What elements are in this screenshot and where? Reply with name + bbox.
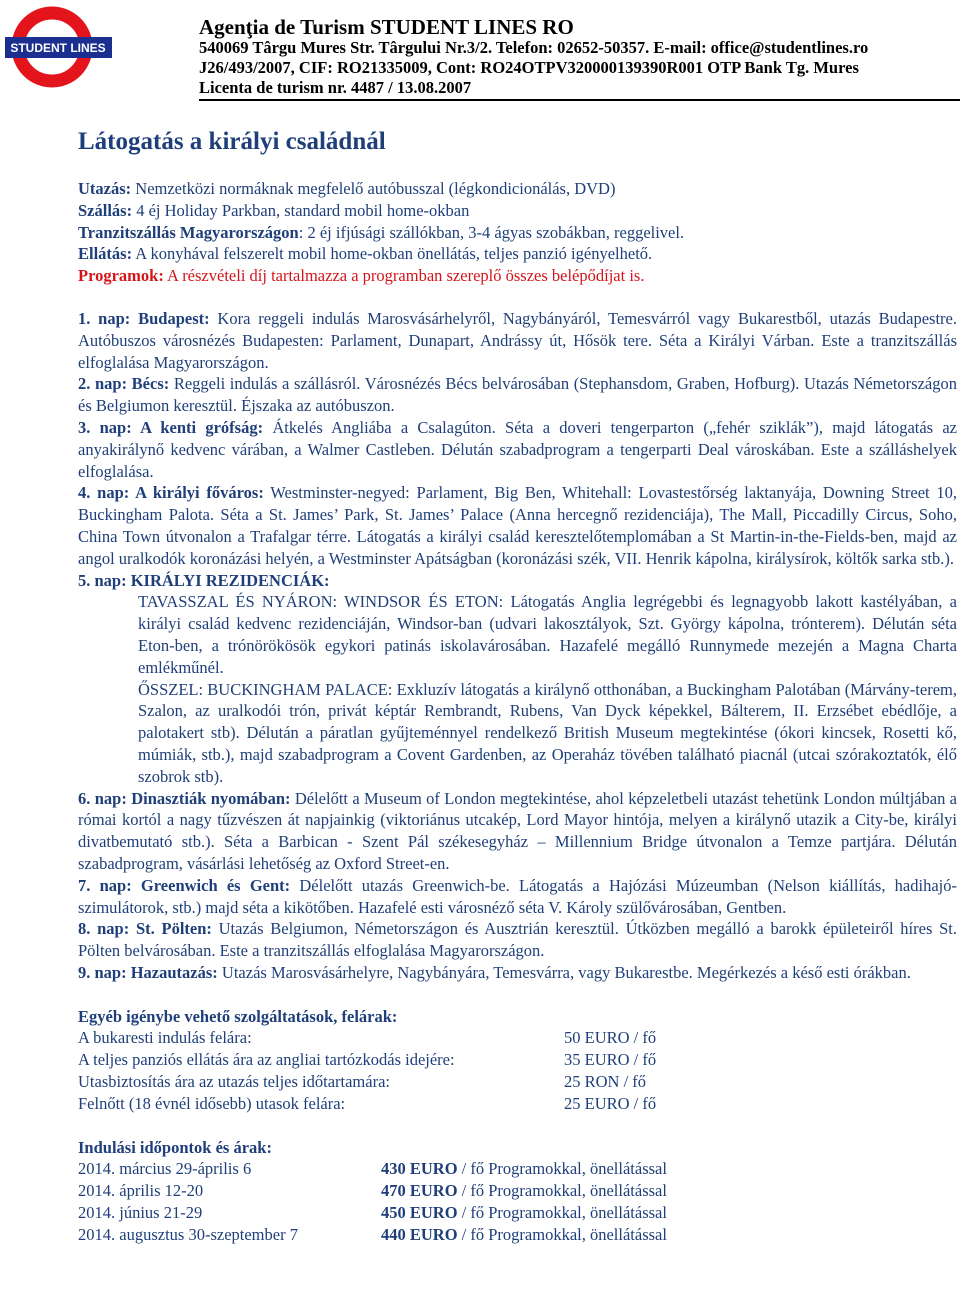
agency-registration: J26/493/2007, CIF: RO21335009, Cont: RO24OTPV320000139390R001 OTP Bank Tg. Mures (199, 58, 859, 77)
departures-heading: Indulási időpontok és árak: (78, 1137, 272, 1157)
info-label: Programok: (78, 266, 164, 286)
service-row (78, 1093, 957, 1115)
day-label: 2. nap: Bécs: (78, 374, 170, 394)
day-2 (78, 373, 957, 417)
info-transit (78, 222, 957, 244)
service-label: Utasbiztosítás ára az utazás teljes időtartamára: (78, 1072, 390, 1092)
residences-options (78, 591, 957, 787)
day-label: 4. nap: A királyi főváros: (78, 483, 264, 503)
departure-price: 450 EURO (381, 1203, 458, 1223)
info-accommodation (78, 200, 957, 222)
agency-name: Agenţia de Turism STUDENT LINES RO (199, 15, 574, 39)
service-price: 35 EURO / fő (564, 1050, 657, 1070)
departure-date: 2014. április 12-20 (78, 1181, 204, 1201)
info-label: Szállás: (78, 200, 133, 220)
info-programs (78, 265, 957, 287)
day-8 (78, 918, 957, 962)
day-label: 6. nap: Dinasztiák nyomában: (78, 788, 291, 808)
info-text: 4 éj Holiday Parkban, standard mobil home-okban (132, 200, 470, 220)
info-meals (78, 243, 957, 265)
services-table (78, 1027, 957, 1114)
departure-row (78, 1224, 957, 1246)
day-label: 3. nap: A kenti grófság: (78, 417, 264, 437)
day-label: 1. nap: Budapest: (78, 308, 210, 328)
day-text: Délelőtt utazás Greenwich-be. Látogatás a Hajózási Múzeumban (Nelson kiállítás, hadihajó-szimulátorok, stb.) majd séta a kikötőben. Hazafelé esti városnéző séta V. Károly szülővárosában, Gentben. (78, 875, 957, 917)
residence-autumn: ŐSSZEL: BUCKINGHAM PALACE: Exkluzív látogatás a királynő otthonában, a Buckingham Palotában (Márvány-terem, Szalon, az uralkodói trón, privát képtár Rembrandt, Rubens, Van Dyck képekkel, Bálterem, II. Erzsébet ebédlője, a palotakert stb). Délután a páratlan gyűjteménnyel rendelkező British Museum megtekintése (ókori kincsek, Rosetti kő, múmiák, stb.), majd szabadprogram a Covent Gardenben, az Operaház tövében található piacnál (utcai szórakoztatók, élő szobrok stb). (138, 679, 957, 786)
day-text: Délelőtt a Museum of London megtekintése, ahol képzeletbeli utazást tehetünk London múltjában a római kortól a nagy tűzvészen át napjainkig (viktoriánus utcakép, Lord Mayor hintója, melyen a királynő utazik a City-be, királyi divatbemutató stb.). Séta a Barbican - Szent Pál székesegyház – Millennium Bridge útvonalon a Temze partjára. Délután szabadprogram, vásárlási lehetőség az Oxford Street-en. (78, 788, 957, 873)
logo-text: STUDENT LINES (10, 41, 106, 55)
service-row (78, 1071, 957, 1093)
day-text: Westminster-negyed: Parlament, Big Ben, Whitehall: Lovastestőrség laktanyája, Downing Street 10, Buckingham Palota. Séta a St. James’ Park, St. James’ Palace (Anna hercegnő rezidenciája), The Mall, Piccadilly Circus, Soho, China Town útvonalon a Trafalgar térre. Látogatás a királyi család keresztelőtemplomában a St Martin-in-the-Fields-ben, majd az angol uralkodók koronázási helyén, a Westminster Apátságban (koronázási szék, VII. Henrik kápolna, királysírok, költők sarka stb.). (78, 483, 957, 568)
day-3 (78, 417, 957, 482)
departure-row (78, 1158, 957, 1180)
day-text: Kora reggeli indulás Marosvásárhelyről, Nagybányáról, Temesvárról vagy Bukarestből, utazás Budapestre. Autóbuszos városnézés Budapesten: Parlament, Dunapart, Andrássy út, Hősök tere. Séta a Királyi Várban. Este a tranzitszállás elfoglalása Magyarországon. (78, 308, 957, 372)
departure-row (78, 1202, 957, 1224)
departure-price: 440 EURO (381, 1224, 458, 1244)
day-5 (78, 570, 957, 592)
service-row (78, 1049, 957, 1071)
student-lines-logo (5, 4, 115, 90)
day-label: 5. nap: KIRÁLYI REZIDENCIÁK: (78, 570, 330, 590)
day-text: Reggeli indulás a szállásról. Városnézés Bécs belvárosában (Stephansdom, Graben, Hofburg). Utazás Németországon és Belgiumon keresztül. Éjszaka az autóbuszon. (78, 374, 957, 416)
services-heading: Egyéb igénybe vehető szolgáltatások, felárak: (78, 1006, 398, 1026)
info-label: Ellátás: (78, 244, 133, 264)
day-4 (78, 482, 957, 569)
service-price: 50 EURO / fő (564, 1028, 657, 1048)
page-title: Látogatás a királyi családnál (78, 128, 386, 155)
residence-spring-summer: TAVASSZAL ÉS NYÁRON: WINDSOR ÉS ETON: Látogatás Anglia legrégebbi és legnagyobb lakott kastélyában, a királyi család kedvenc rezidenciáján, Windsor-ban (udvari lakosztályok, Szt. György kápolna, trónterem). Délután séta Eton-ben, a trónörökösök egykori patinás iskolavárosában. Hazafelé megálló Runnymede mezején a Magna Charta emlékműnél. (138, 592, 957, 677)
info-transport (78, 178, 957, 200)
departure-note: / fő Programokkal, önellátással (457, 1203, 667, 1223)
agency-license: Licenta de turism nr. 4487 / 13.08.2007 (199, 78, 472, 97)
info-label: Tranzitszállás Magyarországon (78, 222, 299, 242)
service-price: 25 RON / fő (564, 1072, 647, 1092)
service-row (78, 1027, 957, 1049)
departure-row (78, 1180, 957, 1202)
info-label: Utazás: (78, 179, 132, 198)
info-text: : 2 éj ifjúsági szállókban, 3-4 ágyas szobákban, reggelivel. (298, 222, 685, 242)
service-label: A bukaresti indulás felára: (78, 1028, 252, 1048)
departure-date: 2014. március 29-április 6 (78, 1159, 252, 1179)
departure-date: 2014. június 21-29 (78, 1203, 203, 1223)
day-text: Átkelés Angliába a Csalagúton. Séta a doveri tengerparton („fehér sziklák”), majd látogatás az anyakirálynő kedvenc várában, a Walmer Castleben. Délután szabadprogram a tengerparti Deal városkában. Este a szálláshelyek elfoglalása. (78, 417, 958, 481)
day-6 (78, 788, 957, 875)
info-text: A konyhával felszerelt mobil home-okban önellátás, teljes panzió igényelhető. (132, 244, 653, 264)
letterhead (199, 16, 959, 98)
departure-price: 470 EURO (381, 1181, 458, 1201)
departures-table (78, 1158, 957, 1245)
departure-note: / fő Programokkal, önellátással (457, 1224, 667, 1244)
day-text: Utazás Marosvásárhelyre, Nagybányára, Temesvárra, vagy Bukarestbe. Megérkezés a késő esti órákban. (217, 962, 911, 982)
day-label: 7. nap: Greenwich és Gent: (78, 875, 291, 895)
day-text: Utazás Belgiumon, Németországon és Ausztrián keresztül. Útközben megálló a barokk épületeiről híres St. Pölten belvárosában. Este a tranzitszállás elfoglalása Magyarországon. (78, 919, 957, 961)
departure-note: / fő Programokkal, önellátással (457, 1181, 667, 1201)
day-label: 8. nap: St. Pölten: (78, 919, 212, 939)
day-7 (78, 875, 957, 919)
service-label: A teljes panziós ellátás ára az angliai tartózkodás idejére: (78, 1050, 455, 1070)
departure-price: 430 EURO (381, 1159, 458, 1179)
main-content (78, 124, 957, 1246)
trip-info (78, 178, 957, 287)
departure-note: / fő Programokkal, önellátással (457, 1159, 667, 1179)
info-text: Nemzetközi normáknak megfelelő autóbusszal (légkondicionálás, DVD) (131, 179, 616, 198)
service-label: Felnőtt (18 évnél idősebb) utasok felára: (78, 1093, 346, 1113)
agency-address: 540069 Târgu Mures Str. Târgului Nr.3/2. Telefon: 02652-50357. E-mail: office@studentlines.ro (199, 38, 869, 57)
day-1 (78, 308, 957, 373)
day-9 (78, 962, 957, 984)
service-price: 25 EURO / fő (564, 1093, 657, 1113)
header-divider (199, 99, 960, 101)
itinerary (78, 308, 957, 984)
info-text: A részvételi díj tartalmazza a programban szereplő összes belépődíjat is. (163, 266, 645, 286)
day-label: 9. nap: Hazautazás: (78, 962, 218, 982)
departure-date: 2014. augusztus 30-szeptember 7 (78, 1224, 298, 1244)
